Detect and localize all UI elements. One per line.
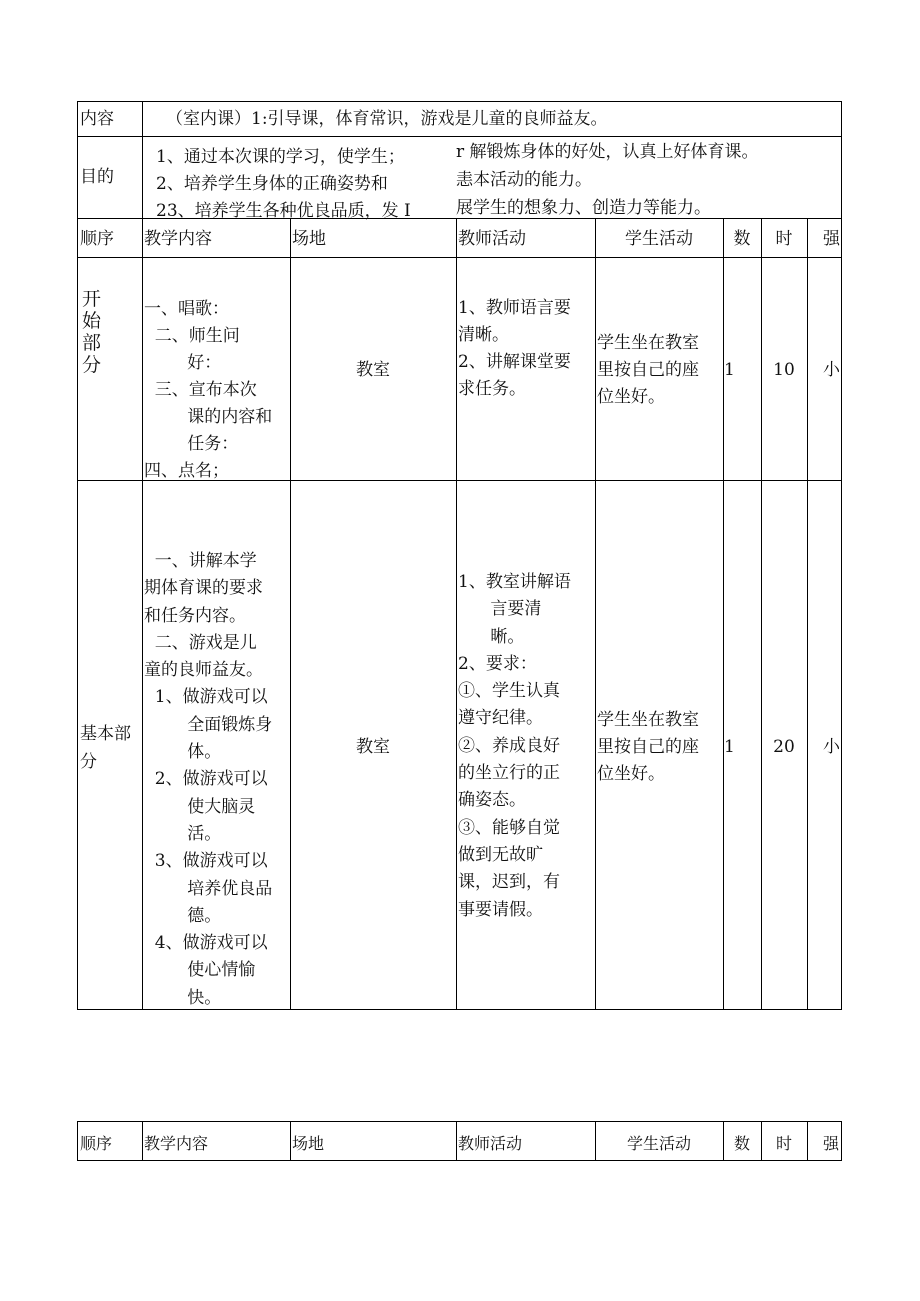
content-label: 内容 [80,109,114,129]
start-venue: 教室 [356,360,390,380]
basic-content [144,548,272,1012]
start-teacher-line: 2、讲解课堂要 [458,352,571,372]
basic-content-line: 一、讲解本学 [144,551,257,571]
basic-student [597,707,699,788]
lesson-plan-table [77,101,842,1010]
basic-teacher-line: 事要请假。 [458,899,543,920]
goal-right-line-3: 展学生的想象力、创造力等能力。 [456,198,711,218]
start-student-line: 里按自己的座 [597,360,699,380]
basic-content-line: 和任务内容。 [144,605,246,626]
start-student-line: 学生坐在教室 [597,333,699,353]
start-content-line: 三、宣布本次 [144,380,257,400]
basic-content-line: 体。 [144,742,222,763]
basic-content-line: 德。 [144,905,222,926]
basic-order-2: 分 [80,752,97,772]
start-student-line: 位坐好。 [597,387,665,407]
start-order-2: 始 [82,310,102,332]
basic-content-line: 快。 [144,987,222,1008]
header-student: 学生活动 [626,1134,691,1153]
basic-teacher-line: 2、要求： [458,653,537,674]
start-content-line: 课的内容和 [144,407,273,427]
basic-order [80,720,131,776]
basic-content-line: 培养优良品 [144,878,273,899]
start-order [82,288,101,376]
header-venue: 场地 [292,1134,325,1153]
basic-content-line: 1、做游戏可以 [144,687,268,708]
basic-intensity: 小 [823,737,840,757]
goal-line-3: 23、培养学生各种优良品质，发 I [156,201,411,221]
basic-teacher-line: ②、养成良好 [458,735,560,756]
basic-content-line: 二、游戏是儿 [144,632,257,653]
header-count: 数 [733,229,751,249]
basic-time: 20 [773,737,795,757]
basic-teacher-line: 言要清 [458,599,542,620]
header-content: 教学内容 [144,1134,209,1153]
start-content-line: 二、师生问 [144,326,240,346]
basic-teacher-line: 确姿态。 [458,790,526,811]
basic-order-1: 基本部 [80,724,131,744]
header-time: 时 [775,229,793,249]
start-content-line: 好： [144,353,222,373]
basic-content-line: 期体育课的要求 [144,578,263,599]
header-order: 顺序 [80,229,114,249]
header-venue: 场地 [292,229,326,249]
basic-content-line: 使心情愉 [144,960,256,981]
header-student: 学生活动 [625,229,693,249]
start-teacher [458,295,571,403]
basic-student-line: 里按自己的座 [597,737,699,757]
start-order-3: 部 [82,332,102,354]
basic-teacher-line: 课，迟到，有 [458,872,560,893]
basic-teacher-line: 的坐立行的正 [458,763,560,784]
header-time: 时 [775,1134,792,1153]
header-content: 教学内容 [144,229,212,249]
start-time: 10 [773,360,795,380]
basic-content-line: 全面锻炼身 [144,714,273,735]
start-teacher-line: 清晰。 [458,325,509,345]
goal-line-2: 2、培养学生身体的正确姿势和 [156,174,388,194]
header-teacher: 教师活动 [458,229,526,249]
goal-left-lines [156,144,411,225]
basic-content-line: 3、做游戏可以 [144,851,268,872]
header-teacher: 教师活动 [458,1134,523,1153]
goal-right-line-1: r 解锻炼身体的好处，认真上好体育课。 [456,142,759,162]
basic-student-line: 位坐好。 [597,764,665,784]
basic-teacher-line: 做到无故旷 [458,844,543,865]
goal-label: 目的 [80,167,114,187]
basic-student-line: 学生坐在教室 [597,710,699,730]
start-content [144,296,272,485]
start-student [597,330,699,411]
basic-teacher-line: ①、学生认真 [458,681,560,702]
goal-line-1: 1、通过本次课的学习，使学生； [156,147,405,167]
start-teacher-line: 1、教师语言要 [458,298,571,318]
basic-count: 1 [724,737,735,757]
basic-content-line: 使大脑灵 [144,796,256,817]
basic-venue: 教室 [356,737,390,757]
start-teacher-line: 求任务。 [458,379,526,399]
basic-teacher-line: 1、教室讲解语 [458,572,571,592]
header-intensity: 强 [823,1134,840,1153]
goal-right-line-2: 恚本活动的能力。 [456,170,592,190]
start-order-1: 开 [82,288,102,310]
basic-content-line: 4、做游戏可以 [144,933,268,954]
start-content-line: 一、唱歌： [144,299,229,319]
basic-teacher [458,569,571,924]
basic-content-line: 活。 [144,823,222,844]
start-intensity: 小 [823,360,840,380]
basic-content-line: 童的良师益友。 [144,660,263,681]
start-content-line: 四、点名； [144,461,229,481]
basic-teacher-line: 晰。 [458,626,525,647]
goal-right-lines [456,138,759,222]
header-order: 顺序 [80,1134,113,1153]
basic-content-line: 2、做游戏可以 [144,769,268,790]
start-order-4: 分 [82,354,102,376]
start-count: 1 [724,360,735,380]
basic-teacher-line: ③、能够自觉 [458,817,560,838]
header-intensity: 强 [823,229,840,249]
lesson-plan-table-continued [77,1121,842,1161]
content-text: （室内课）1:引导课，体育常识，游戏是儿童的良师益友。 [166,109,608,129]
start-content-line: 任务： [144,434,239,454]
basic-teacher-line: 遵守纪律。 [458,708,543,729]
header-count: 数 [733,1134,750,1153]
